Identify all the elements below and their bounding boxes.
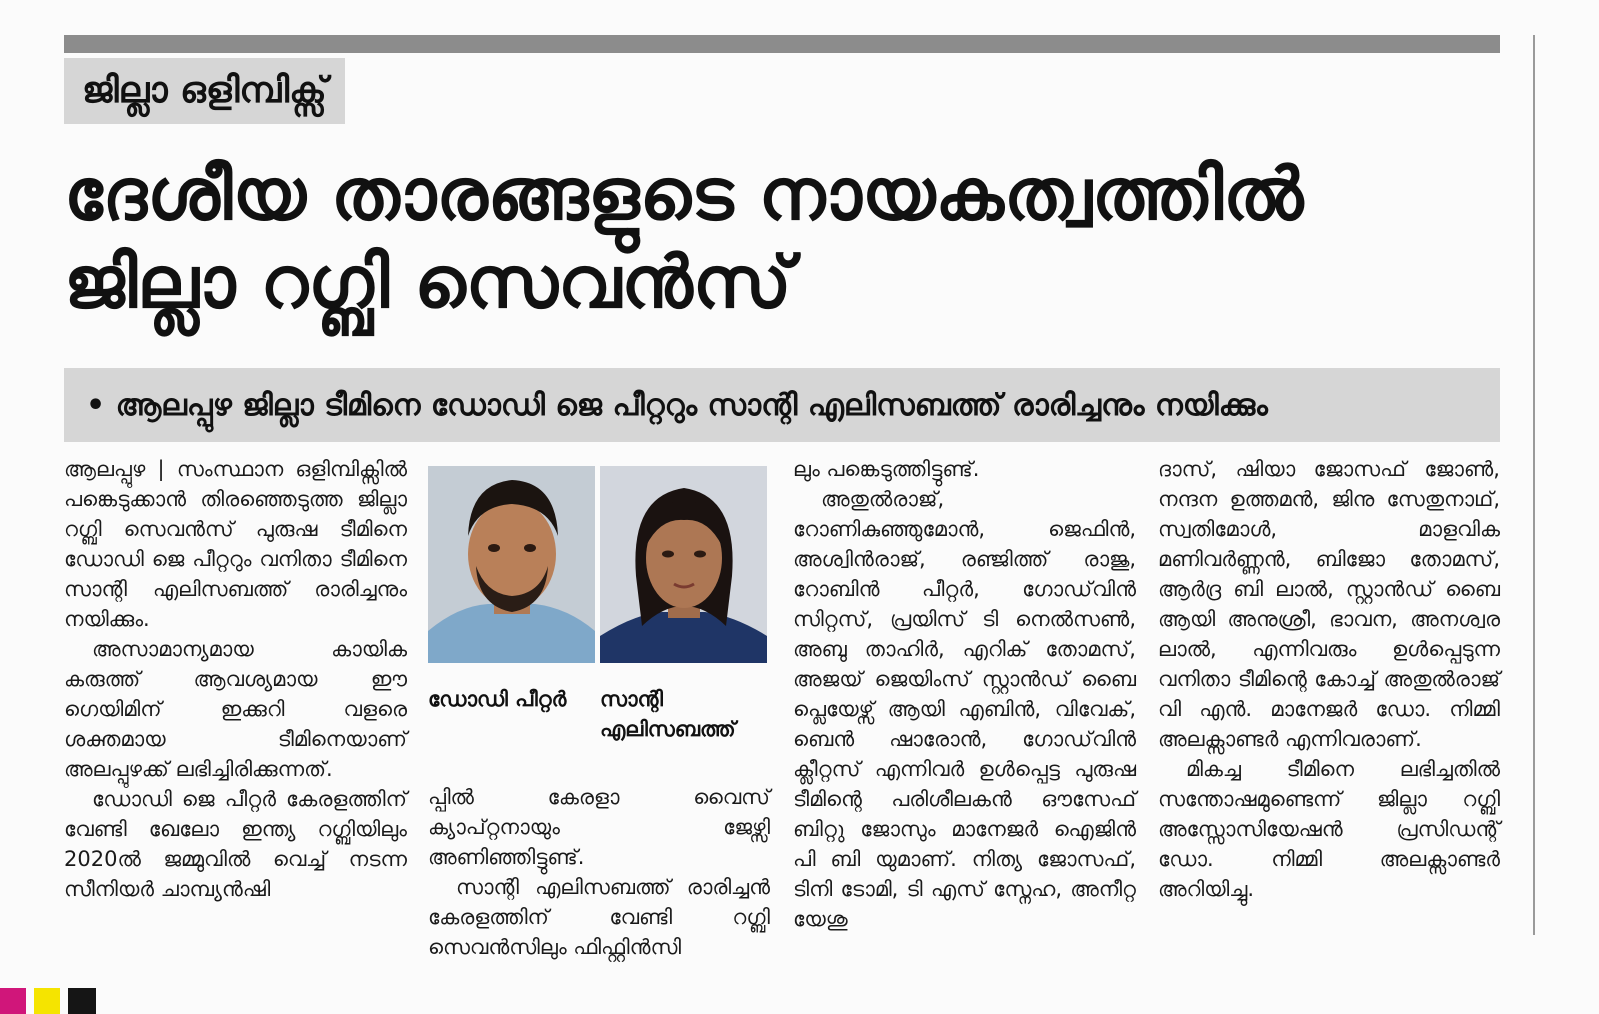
paragraph: ദാസ്, ഷിയാ ജോസഫ് ജോൺ, നന്ദന ഉത്തമൻ, ജിനു സേതുനാഥ്, സ്വതിമോൾ, മാളവിക മണിവർണ്ണൻ, ബിജോ തോമസ്, ആർദ്ര ബി ലാൽ, സ്റ്റാൻഡ് ബൈ ആയി അനുശ്രീ, ഭാവന, അനശ്വര ലാൽ, എന്നിവരും ഉൾപ്പെടുന്ന വനിതാ ടീമിന്റെ കോച്ച് അതുൽരാജ് വി എൻ. മാനേജർ ഡോ. നിമ്മി അലക്സാണ്ടർ എന്നിവരാണ്. [1158, 457, 1500, 751]
player-photo-dodi [428, 466, 595, 663]
article-column-4 [1158, 454, 1500, 904]
magenta-registration-mark [0, 988, 26, 1014]
photo-caption-santi: സാന്റി എലിസബത്ത് [600, 687, 736, 741]
paragraph: പ്പിൽ കേരളാ വൈസ് ക്യാപ്റ്റനായും ജേഴ്സി അണിഞ്ഞിട്ടുണ്ട്. [428, 785, 770, 869]
photo-caption-dodi: ഡോഡി പീറ്റർ [428, 687, 567, 711]
headline [64, 150, 1504, 326]
article-column-2 [428, 782, 770, 962]
paragraph: മികച്ച ടീമിനെ ലഭിച്ചതിൽ സന്തോഷമുണ്ടെന്ന് ജില്ലാ റഗ്ബി അസ്സോസിയേഷൻ പ്രസിഡന്റ് ഡോ. നിമ്മി അലക്സാണ്ടർ അറിയിച്ചു. [1158, 757, 1500, 901]
paragraph: അതുൽരാജ്, റോണികുഞ്ഞുമോൻ, ജെഫിൻ, അശ്വിൻരാജ്, രഞ്ജിത്ത് രാജു, റോബിൻ പീറ്റർ, ഗോഡ്‌വിൻ സിറ്റസ്, പ്രയിസ് ടി നെൽസൺ, അബു താഹിർ, എറിക് തോമസ്, അജയ് ജെയിംസ് സ്റ്റാൻഡ് ബൈ പ്ലെയേഴ്സ് ആയി എബിൻ, വിവേക്, ബെൻ ഷാരോൻ, ഗോഡ്‌വിൻ ക്ലീറ്റസ് എന്നിവർ ഉൾപ്പെട്ട പുരുഷ ടീമിന്റെ പരിശീലകൻ ഔസേഫ് ബിറ്റു ജോസും മാനേജർ ഐജിൻ പി ബി യുമാണ്. നിത്യ ജോസഫ്, ടിനി ടോമി, ടി എസ് സ്നേഹ, അനീറ്റ യേശു [793, 487, 1136, 931]
article-column-1 [64, 454, 407, 904]
headline-line-1: ദേശീയ താരങ്ങളുടെ നായകത്വത്തിൽ [64, 152, 1304, 236]
yellow-registration-mark [34, 988, 60, 1014]
black-registration-mark [68, 988, 96, 1014]
column-rule [1533, 35, 1535, 935]
paragraph: ലും പങ്കെടുത്തിട്ടുണ്ട്. [793, 457, 980, 481]
player-photo-santi [600, 466, 767, 663]
paragraph: അസാമാന്യമായ കായിക കരുത്ത് ആവശ്യമായ ഈ ഗെയിമിന് ഇക്കുറി വളരെ ശക്തമായ ടീമിനെയാണ് അലപ്പുഴക്ക് ലഭിച്ചിരിക്കുന്നത്. [64, 637, 407, 781]
article-column-3 [793, 454, 1136, 934]
section-kicker: ജില്ലാ ഒളിമ്പിക്സ് [64, 58, 345, 124]
headline-line-2: ജില്ലാ റഗ്ബി സെവൻസ് [64, 240, 792, 324]
paragraph: ആലപ്പുഴ | സംസ്ഥാന ഒളിമ്പിക്സിൽ പങ്കെടുക്കാൻ തിരഞ്ഞെടുത്ത ജില്ലാ റഗ്ബി സെവൻസ് പുരുഷ ടീമിനെ ഡോഡി ജെ പീറ്ററും വനിതാ ടീമിനെ സാന്റി എലിസബത്ത് രാരിച്ചനും നയിക്കും. [64, 457, 407, 631]
deck-subheading: • ആലപ്പുഴ ജില്ലാ ടീമിനെ ഡോഡി ജെ പീറ്ററും സാന്റി എലിസബത്ത് രാരിച്ചനും നയിക്കും [64, 368, 1500, 442]
top-rule [64, 35, 1500, 53]
paragraph: ഡോഡി ജെ പീറ്റർ കേരളത്തിന് വേണ്ടി ഖേലോ ഇന്ത്യ റഗ്ബിയിലും 2020ൽ ജമ്മുവിൽ വെച്ച് നടന്ന സീനിയർ ചാമ്പ്യൻഷി [64, 787, 407, 901]
paragraph: സാന്റി എലിസബത്ത് രാരിച്ചൻ കേരളത്തിന് വേണ്ടി റഗ്ബി സെവൻസിലും ഫിഫ്റ്റിൻസി [428, 875, 770, 959]
